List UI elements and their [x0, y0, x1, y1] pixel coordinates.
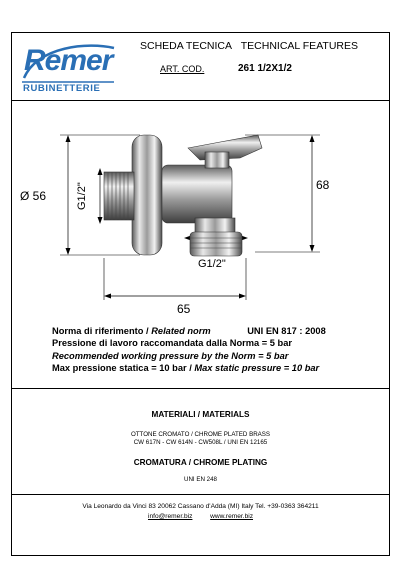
- dim-length: 65: [177, 302, 191, 316]
- spec-pressure-en: Recommended working pressure by the Norm = 5 bar: [52, 350, 289, 361]
- title-it: SCHEDA TECNICA: [140, 40, 232, 52]
- dim-height: 68: [316, 178, 330, 192]
- max-en: Max static pressure = 10 bar: [194, 362, 320, 373]
- norm-label-en: Related norm: [151, 326, 211, 336]
- norm-label-it: Norma di riferimento /: [52, 326, 149, 336]
- footer-links: [11, 513, 390, 520]
- max-it: Max pressione statica = 10 bar /: [52, 362, 192, 373]
- spec-max-pressure: [52, 362, 326, 374]
- specs-block: [52, 325, 326, 374]
- plating-value: UNI EN 248: [183, 476, 217, 483]
- logo-wordmark: Remer: [24, 44, 113, 77]
- dim-inlet-thread: G1/2": [76, 182, 88, 210]
- materials-heading: MATERIALI / MATERIALS: [151, 410, 250, 419]
- spec-pressure-it: Pressione di lavoro raccomandata dalla Norma = 5 bar: [52, 338, 293, 349]
- spec-norm: [52, 325, 326, 337]
- footer-email-link[interactable]: info@remer.biz: [147, 513, 193, 520]
- materials-line-2: CW 617N - CW 614N - CW508L / UNI EN 12165: [133, 439, 268, 446]
- plating-heading: CROMATURA / CHROME PLATING: [133, 458, 268, 467]
- logo-subtitle: RUBINETTERIE: [23, 83, 101, 94]
- title-en: TECHNICAL FEATURES: [240, 40, 358, 52]
- art-cod-label: ART. COD.: [160, 64, 205, 74]
- dim-diameter: Ø 56: [20, 189, 47, 203]
- art-cod-value: 261 1/2X1/2: [238, 63, 292, 74]
- footer-website-link[interactable]: www.remer.biz: [210, 513, 253, 520]
- footer-address: Via Leonardo da Vinci 83 20062 Cassano d'Adda (MI) Italy Tel. +39-0363 364211: [82, 503, 319, 510]
- materials-line-1: OTTONE CROMATO / CHROME PLATED BRASS: [130, 431, 271, 438]
- norm-value: UNI EN 817 : 2008: [247, 326, 326, 336]
- dim-outlet-thread: G1/2": [198, 258, 226, 270]
